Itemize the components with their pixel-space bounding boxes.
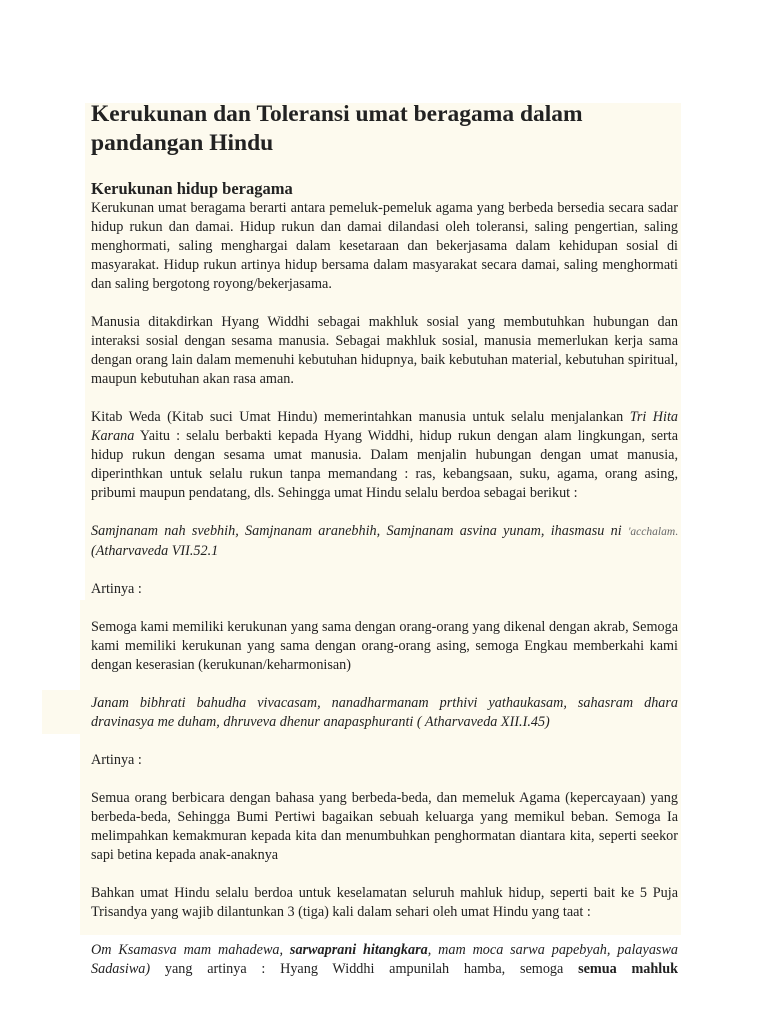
paragraph-4: Semoga kami memiliki kerukunan yang sama dengan orang-orang yang dikenal dengan akrab, Semoga kami memiliki kerukunan yang sama dengan orang-orang asing, semoga Engkau memberkahi kami dengan keserasian (kerukunan/keharmonisan) xyxy=(91,619,678,673)
verse-2-text: Janam bibhrati bahudha vivacasam, nanadharmanam prthivi yathaukasam, sahasram dhara dravinasya me duham, dhruveva dhenur anapasphuranti ( Atharvaveda XII.I.45) xyxy=(91,695,678,730)
paragraph-3-text-a: Kitab Weda (Kitab suci Umat Hindu) memerintahkan manusia untuk selalu menjalankan xyxy=(91,409,630,425)
verse-1-dot: . xyxy=(675,526,678,538)
paragraph-5: Semua orang berbicara dengan bahasa yang berbeda-beda, dan memeluk Agama (kepercayaan) yang berbeda-beda, Sehingga Bumi Pertiwi bagaikan sebuah keluarga yang memikul beban. Semoga Ia melimpahkan kemakmuran kepada kita dan menumbuhkan penghormatan diantara kita, seperti seekor sapi betina kepada anak-anaknya xyxy=(91,790,678,863)
artinya-label-2: Artinya : xyxy=(91,752,142,768)
verse-2 xyxy=(91,694,678,732)
prayer-translation: yang artinya : Hyang Widdhi ampunilah hamba, semoga xyxy=(150,961,579,977)
document-page xyxy=(91,100,678,979)
paragraph-3 xyxy=(91,408,678,503)
paragraph-3-text-c: Yaitu : selalu berbakti kepada Hyang Widdhi, hidup rukun dengan alam lingkungan, serta hidup rukun dengan sesama umat manusia. Dalam menjalin hubungan dengan umat manusia, diperinthkan untuk selalu rukun tanpa memandang : ras, kebangsaan, suku, agama, orang asing, pribumi maupun pendatang, dls. Sehingga umat Hindu selalu berdoa sebagai berikut : xyxy=(91,428,678,501)
prayer-text-bold: sarwaprani hitangkara xyxy=(289,942,428,958)
section-heading: Kerukunan hidup beragama xyxy=(91,179,293,198)
paragraph-7 xyxy=(91,941,678,979)
verse-1-text: Samjnanam nah svebhih, Samjnanam aranebhih, Samjnanam asvina yunam, ihasmasu ni xyxy=(91,523,628,539)
artinya-label-1: Artinya : xyxy=(91,581,142,597)
prayer-translation-bold: semua mahluk xyxy=(578,961,678,977)
document-title: Kerukunan dan Toleransi umat beragama dalam pandangan Hindu xyxy=(91,101,583,156)
verse-1-reference: (Atharvaveda VII.52.1 xyxy=(91,543,219,559)
verse-1 xyxy=(91,522,678,561)
tri-hita-karana-term: Tri Hita Karana xyxy=(91,409,678,444)
page-highlight-margin xyxy=(42,690,86,734)
verse-1-mark: 'acchalam xyxy=(627,526,676,538)
paragraph-6: Bahkan umat Hindu selalu berdoa untuk keselamatan seluruh mahluk hidup, seperti bait ke 5 Puja Trisandya yang wajib dilantunkan 3 (tiga) kali dalam sehari oleh umat Hindu yang taat : xyxy=(91,885,678,920)
prayer-text-2: , mam moca sarwa papebyah, palayaswa Sadasiwa) xyxy=(91,942,678,977)
prayer-text-1: Om Ksamasva mam mahadewa, xyxy=(91,942,290,958)
paragraph-1: Kerukunan umat beragama berarti antara pemeluk-pemeluk agama yang berbeda bersedia secara sadar hidup rukun dan damai. Hidup rukun dan damai dilandasi oleh toleransi, saling pengertian, saling menghormati, saling menghargai dalam kesetaraan dan bekerjasama dalam kehidupan sosial di masyarakat. Hidup rukun artinya hidup bersama dalam masyarakat secara damai, saling menghormati dan saling bergotong royong/bekerjasama. xyxy=(91,200,678,292)
paragraph-2: Manusia ditakdirkan Hyang Widdhi sebagai makhluk sosial yang membutuhkan hubungan dan interaksi sosial dengan sesama manusia. Sebagai makhluk sosial, manusia memerlukan kerja sama dengan orang lain dalam memenuhi kebutuhan hidupnya, baik kebutuhan material, kebutuhan spiritual, maupun kebutuhan akan rasa aman. xyxy=(91,314,678,387)
